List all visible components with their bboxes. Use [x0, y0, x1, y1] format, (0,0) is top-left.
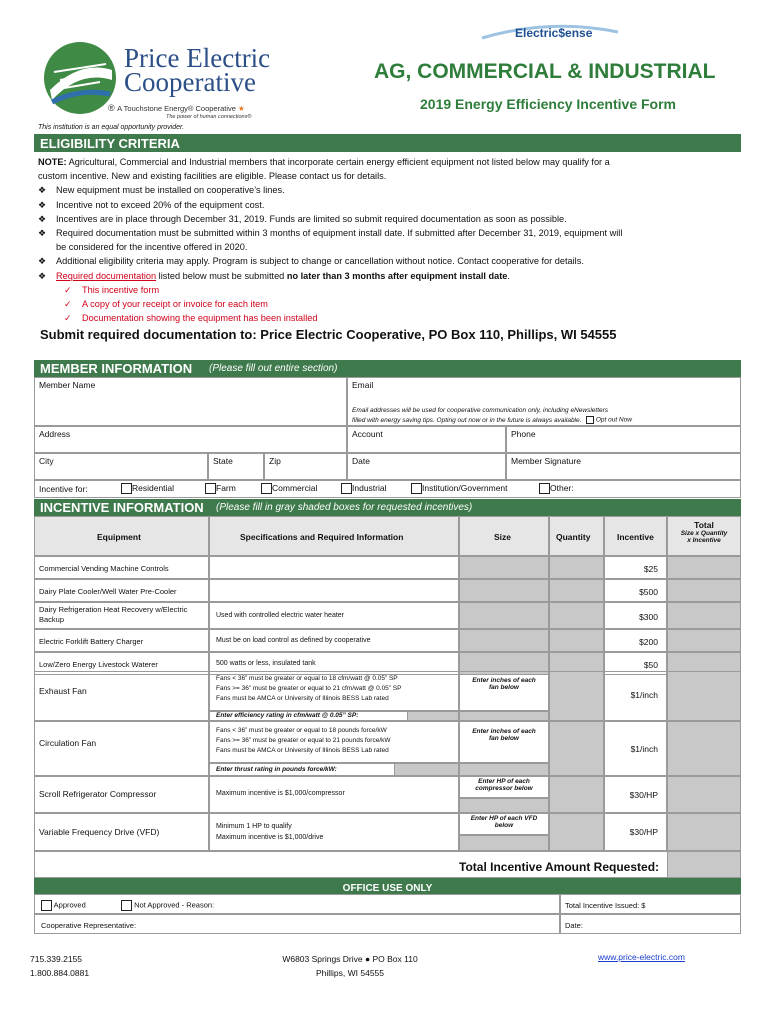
incentive-table: Equipment Specifications and Required Information Size Quantity Incentive Total Size x Quantity x Incentive Commercial Vending Machine Controls $25 Dairy Plate Cooler/Well Water Pre-Cooler $500 Dairy Refrigeration Heat Recovery w/Electric Backup Used with controlled electric water heater $300 Electric Forklift Battery Charger Must be on load control as defined by cooperative $200 Low/Zero Energy Livestock Waterer 500 watts or less, insulated tank $50 Exhaust Fan Fans < 36” must be greater or equal to 18 cfm/watt @ 0.05” SP Fans >= 36” must be greater or equal to 21 cfm/watt @ 0.05” SP Fans must be AMCA or University of Illinois BESS Lab rated Enter inches of each fan below $1/inch Enter efficiency rating in cfm/watt @ 0.05” SP: Circulation Fan Fans < 36” must be greater or equal to 18 pounds force/kW Fans >= 36” must be greater or equal to 21 pounds force/kW Fans must be AMCA or University of Illinois BESS Lab rated Enter inches of each fan below $1/inch Enter thrust rating in pounds force/kW: Scroll Refrigerator Compressor Maximum incentive is $1,000/compressor Enter HP of each compressor below $30/HP Variable Frequency Drive (VFD) Minimum 1 HP to qualify Maximum incentive is $1,000/drive Enter HP of each VFD below $30/HP Total Incentive Amount Requested: — [34, 516, 741, 878]
incentive-row-spec: 500 watts or less, insulated tank — [209, 652, 459, 675]
total-row: Total Incentive Amount Requested: — [34, 851, 741, 878]
circulation-size-label: Enter inches of each fan below — [459, 721, 549, 763]
opt-out-checkbox[interactable] — [586, 416, 594, 424]
industrial-option[interactable]: Industrial — [341, 483, 387, 494]
incentive-row-amount: $300 — [604, 602, 667, 629]
incentive-for-row: Incentive for: Residential Farm Commercial Industrial Institution/Government Other: — [34, 480, 741, 498]
exhaust-total[interactable] — [667, 671, 741, 721]
zip-field[interactable]: Zip — [264, 453, 347, 480]
incentive-row-amount: $50 — [604, 652, 667, 675]
vfd-size-label: Enter HP of each VFD below — [459, 813, 549, 835]
residential-option[interactable]: Residential — [121, 483, 174, 494]
form-subtitle: 2019 Energy Efficiency Incentive Form — [420, 96, 676, 112]
circulation-size-input[interactable] — [459, 763, 549, 776]
incentive-row-equipment: Dairy Refrigeration Heat Recovery w/Electric Backup — [34, 602, 209, 629]
submit-address: Submit required documentation to: Price Electric Cooperative, PO Box 110, Phillips, WI 54555 — [40, 327, 617, 342]
date-field[interactable]: Date — [347, 453, 506, 480]
brand-name — [124, 43, 271, 97]
exhaust-spec: Fans < 36” must be greater or equal to 18 cfm/watt @ 0.05” SP Fans >= 36” must be greater or equal to 21 cfm/watt @ 0.05” SP Fans must be AMCA or University of Illinois BESS Lab rated — [209, 671, 459, 711]
incentive-row-total[interactable] — [667, 602, 741, 629]
incentive-row-spec: Used with controlled electric water heater — [209, 602, 459, 629]
commercial-option[interactable]: Commercial — [261, 483, 317, 494]
address-field[interactable]: Address — [34, 426, 347, 453]
incentive-heading-bar: INCENTIVE INFORMATION (Please fill in gray shaded boxes for requested incentives) — [34, 499, 741, 516]
touchstone-label: ® A Touchstone Energy® Cooperative ★ — [108, 103, 245, 113]
incentive-row-quantity[interactable] — [549, 602, 604, 629]
office-date-field[interactable]: Date: — [560, 914, 741, 934]
incentive-row-quantity[interactable] — [549, 579, 604, 602]
brand-line2: Cooperative — [124, 67, 256, 97]
grand-total[interactable] — [667, 851, 741, 878]
footer-phones: 715.339.2155 1.800.884.0881 — [30, 954, 90, 978]
incentive-row-size[interactable] — [459, 629, 549, 652]
email-field[interactable]: Email Email addresses will be used for cooperative communication only, including eNewsletters filled with energy saving tips. Opting out now or in the future is always available. Opt out Now — [347, 377, 741, 426]
incentive-row-equipment: Commercial Vending Machine Controls — [34, 556, 209, 579]
exhaust-fan-row: Exhaust Fan — [34, 671, 209, 721]
city-field[interactable]: City — [34, 453, 208, 480]
tagline: The power of human connections® — [166, 114, 252, 120]
footer-website-link[interactable]: www.price-electric.com — [598, 952, 685, 962]
total-issued-field[interactable]: Total Incentive Issued: $ — [560, 894, 741, 914]
institution-option[interactable]: Institution/Government — [411, 483, 508, 494]
incentive-row-spec — [209, 556, 459, 579]
circulation-total[interactable] — [667, 721, 741, 776]
vfd-size-input[interactable] — [459, 835, 549, 851]
incentive-row-total[interactable] — [667, 579, 741, 602]
incentive-row-total[interactable] — [667, 556, 741, 579]
incentive-row-size[interactable] — [459, 602, 549, 629]
signature-field[interactable]: Member Signature — [506, 453, 741, 480]
incentive-row-size[interactable] — [459, 556, 549, 579]
other-option[interactable]: Other: — [539, 483, 574, 494]
vfd-total[interactable] — [667, 813, 741, 851]
circulation-quantity[interactable] — [549, 721, 604, 776]
incentive-row-amount: $500 — [604, 579, 667, 602]
not-approved-option[interactable]: Not Approved - Reason: — [121, 900, 214, 911]
equal-opportunity: This institution is an equal opportunity provider. — [38, 124, 185, 131]
incentive-row-amount: $200 — [604, 629, 667, 652]
circulation-spec: Fans < 36” must be greater or equal to 18 pounds force/kW Fans >= 36” must be greater or equal to 21 pounds force/kW Fans must be AMCA or University of Illinois BESS Lab rated — [209, 721, 459, 763]
eligibility-heading: ELIGIBILITY CRITERIA — [40, 136, 180, 151]
footer-address: W6803 Springs Drive ● PO Box 110 Phillips, WI 54555 — [282, 954, 418, 978]
vfd-row: Variable Frequency Drive (VFD) — [34, 813, 209, 851]
eligibility-heading-bar — [34, 134, 741, 152]
incentive-row-spec — [209, 579, 459, 602]
incentive-row-equipment: Dairy Plate Cooler/Well Water Pre-Cooler — [34, 579, 209, 602]
account-field[interactable]: Account — [347, 426, 506, 453]
incentive-row-total[interactable] — [667, 629, 741, 652]
incentive-row-equipment: Electric Forklift Battery Charger — [34, 629, 209, 652]
incentive-row-equipment: Low/Zero Energy Livestock Waterer — [34, 652, 209, 675]
member-name-field[interactable]: Member Name — [34, 377, 347, 426]
exhaust-efficiency-input[interactable] — [407, 711, 459, 721]
member-heading-bar: MEMBER INFORMATION (Please fill out entire section) — [34, 360, 741, 377]
office-approval-row — [34, 894, 560, 914]
circulation-fan-row: Circulation Fan — [34, 721, 209, 776]
farm-option[interactable]: Farm — [205, 483, 236, 494]
scroll-size-input[interactable] — [459, 798, 549, 813]
state-field[interactable]: State — [208, 453, 264, 480]
scroll-size-label: Enter HP of each compressor below — [459, 776, 549, 798]
exhaust-size-input[interactable] — [459, 711, 549, 721]
approved-option[interactable]: Approved — [41, 900, 86, 911]
form-title: AG, COMMERCIAL & INDUSTRIAL — [374, 60, 716, 83]
incentive-row-spec: Must be on load control as defined by cooperative — [209, 629, 459, 652]
office-heading-bar: OFFICE USE ONLY — [34, 878, 741, 894]
circulation-thrust-input[interactable] — [394, 763, 459, 776]
scroll-compressor-row: Scroll Refrigerator Compressor — [34, 776, 209, 813]
incentive-row-quantity[interactable] — [549, 629, 604, 652]
coop-rep-field[interactable]: Cooperative Representative: — [34, 914, 560, 934]
brand-line1: Price Electric — [124, 43, 271, 73]
incentive-row-quantity[interactable] — [549, 556, 604, 579]
scroll-total[interactable] — [667, 776, 741, 813]
vfd-quantity[interactable] — [549, 813, 604, 851]
eligibility-body: NOTE: Agricultural, Commercial and Industrial members that incorporate certain energy efficient equipment not listed below may qualify for a custom incentive. New and existing facilities are eligible. Please contact us for details. ❖ New equipment must be installed on cooperative’s lines. ❖ Incentive not to exceed 20% of the equipment cost. ❖ Incentives are in place through December 31, 2019. Funds are limited so submit required documentation as soon as possible. ❖ Required documentation must be submitted within 3 months of equipment install date. If submitted after December 31, 2019, equipment will be considered for the incentive offered in 2020. ❖ Additional eligibility criteria may apply. Program is subject to change or cancellation without notice. Contact cooperative for details. ❖ Required documentation listed below must be submitted no later than 3 months after equipment install date. ✓ This incentive form ✓ A copy of your receipt or invoice for each item ✓ Documentation showing the equipment has been installed — [38, 157, 623, 324]
exhaust-quantity[interactable] — [549, 671, 604, 721]
incentive-row-size[interactable] — [459, 579, 549, 602]
exhaust-size-label: Enter inches of each fan below — [459, 671, 549, 711]
incentive-row-amount: $25 — [604, 556, 667, 579]
electricsense-logo: Electric$ense — [480, 22, 620, 46]
phone-field[interactable]: Phone — [506, 426, 741, 453]
required-documentation-link[interactable]: Required documentation — [56, 270, 157, 281]
scroll-quantity[interactable] — [549, 776, 604, 813]
